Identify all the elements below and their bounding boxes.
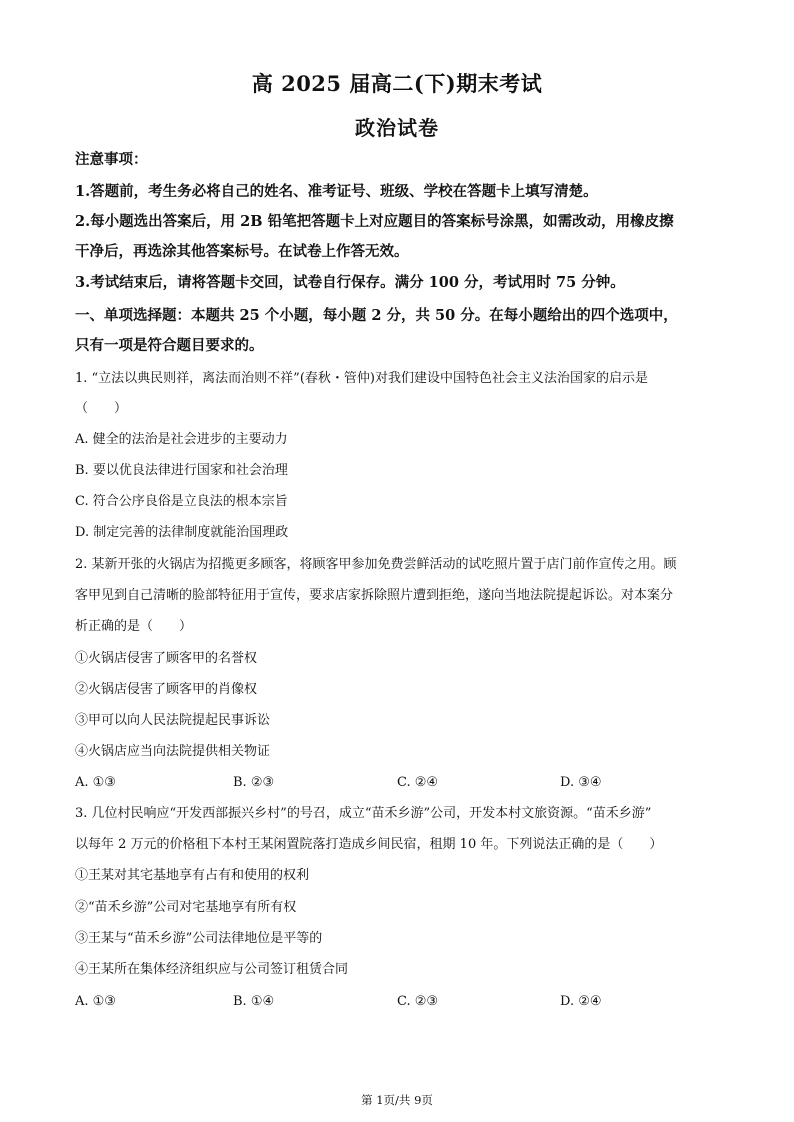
page-number: 第 1页/共 9页 [361,1093,433,1107]
q3-choice-b: B. ①④ [233,994,275,1009]
q3-choice-d: D. ②④ [560,994,602,1009]
notice-item-3: 3.考试结束后，请将答题卡交回，试卷自行保存。满分 100 分，考试用时 75 分钟。 [75,274,625,291]
q2-choice-c: C. ②④ [397,775,439,790]
q1-option-c: C. 符合公序良俗是立良法的根本宗旨 [75,494,288,509]
q2-choice-d: D. ③④ [560,775,602,790]
section-heading-line1: 一、单项选择题：本题共 25 个小题，每小题 2 分，共 50 分。在每小题给出的四个选项中， [75,307,678,324]
q2-choice-b: B. ②③ [233,775,275,790]
q1-stem-line2: （ ） [75,401,128,416]
q2-statement-4: ④火锅店应当向法院提供相关物证 [75,744,271,759]
q2-stem-line2: 客甲见到自己清晰的脸部特征用于宣传，要求店家拆除照片遭到拒绝，遂向当地法院提起诉讼。对本案分 [75,588,674,603]
q3-statement-2: ②“苗禾乡游”公司对宅基地享有所有权 [75,900,297,915]
q2-statement-1: ①火锅店侵害了顾客甲的名誉权 [75,651,258,666]
q2-statement-2: ②火锅店侵害了顾客甲的肖像权 [75,682,258,697]
q2-choice-a: A. ①③ [75,775,116,790]
q3-stem-line2: 以每年 2 万元的价格租下本村王某闲置院落打造成乡间民宿，租期 10 年。下列说法正确的是（ ） [75,837,663,852]
q2-statement-3: ③甲可以向人民法院提起民事诉讼 [75,713,271,728]
q3-statement-4: ④王某所在集体经济组织应与公司签订租赁合同 [75,962,349,977]
q3-choice-a: A. ①③ [75,994,116,1009]
section-heading-line2: 只有一项是符合题目要求的。 [75,337,264,354]
q1-stem-line1: 1. “立法以典民则祥，离法而治则不祥”(春秋・管仲)对我们建设中国特色社会主义法治国家的启示是 [75,371,648,386]
notice-heading: 注意事项： [75,151,148,168]
q2-stem-line1: 2. 某新开张的火锅店为招揽更多顾客，将顾客甲参加免费尝鲜活动的试吃照片置于店门前作宣传之用。顾 [75,557,677,572]
q3-statement-1: ①王某对其宅基地享有占有和使用的权利 [75,868,310,883]
exam-title: 高 2025 届高二(下)期末考试 [251,71,543,96]
q3-choice-c: C. ②③ [397,994,439,1009]
q1-option-a: A. 健全的法治是社会进步的主要动力 [75,432,288,447]
q1-option-d: D. 制定完善的法律制度就能治国理政 [75,525,289,540]
q3-stem-line1: 3. 几位村民响应“开发西部振兴乡村”的号召，成立“苗禾乡游”公司，开发本村文旅资源。“苗禾乡游” [75,806,652,821]
q3-statement-3: ③王某与“苗禾乡游”公司法律地位是平等的 [75,931,323,946]
notice-item-2-cont: 干净后，再选涂其他答案标号。在试卷上作答无效。 [75,243,409,260]
exam-subtitle: 政治试卷 [355,116,439,140]
notice-item-1: 1.答题前，考生务必将自己的姓名、准考证号、班级、学校在答题卡上填写清楚。 [75,183,598,200]
q1-option-b: B. 要以优良法律进行国家和社会治理 [75,463,288,478]
q2-stem-line3: 析正确的是（ ） [75,619,193,634]
notice-item-2: 2.每小题选出答案后，用 2B 铅笔把答题卡上对应题目的答案标号涂黑，如需改动，用橡皮擦 [75,213,674,230]
